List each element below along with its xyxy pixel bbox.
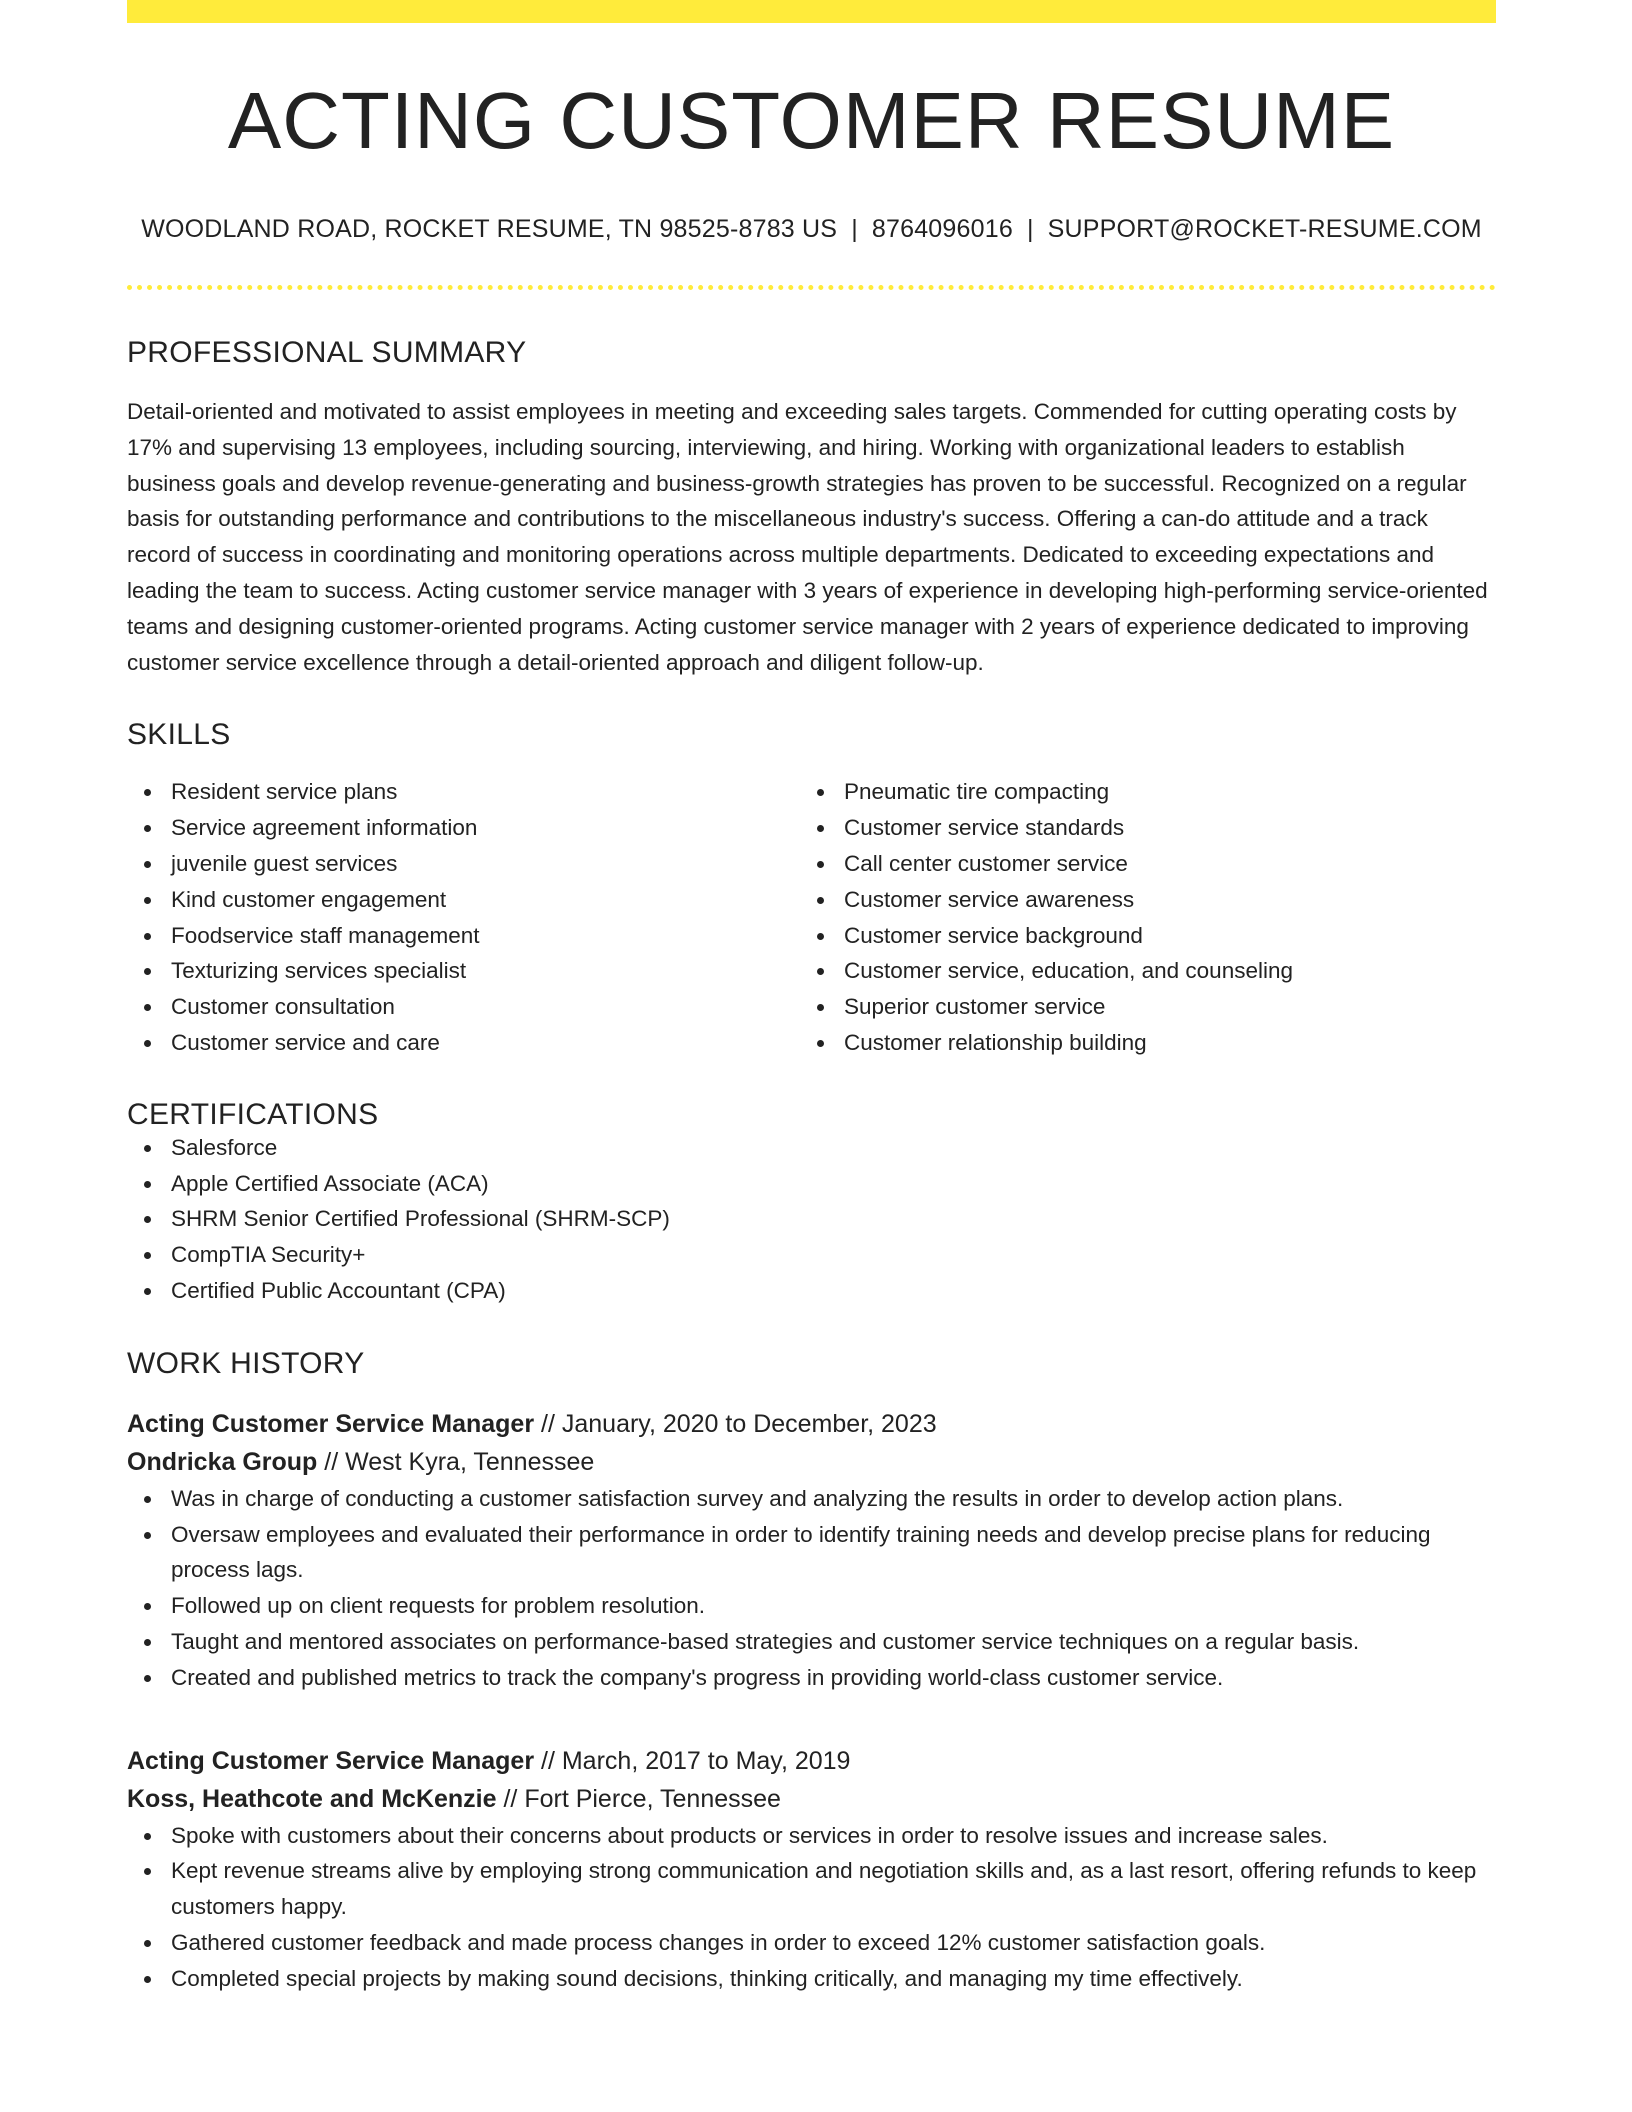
certification-item: Apple Certified Associate (ACA) <box>171 1166 1496 1202</box>
skills-column-left <box>127 774 800 1060</box>
contact-address: WOODLAND ROAD, ROCKET RESUME, TN 98525-8783 US <box>141 215 838 243</box>
contact-separator: | <box>1026 215 1034 243</box>
job-duty: Taught and mentored associates on performance-based strategies and customer service techniques on a regular basis. <box>171 1624 1496 1660</box>
skill-item: Resident service plans <box>171 774 800 810</box>
dotted-divider <box>127 285 1496 290</box>
skill-item: Texturizing services specialist <box>171 953 800 989</box>
skills-list-left <box>127 774 800 1060</box>
job-role: Acting Customer Service Manager <box>127 1409 535 1438</box>
contact-line <box>127 217 1496 242</box>
resume-title: ACTING CUSTOMER RESUME <box>227 76 1396 165</box>
job-duty: Spoke with customers about their concerns about products or services in order to resolve issues and increase sales. <box>171 1818 1496 1854</box>
certification-item: Salesforce <box>171 1130 1496 1166</box>
job-duty: Oversaw employees and evaluated their performance in order to identify training needs and develop precise plans for reducing process lags. <box>171 1517 1496 1589</box>
top-accent-bar <box>127 0 1496 23</box>
job-company: Koss, Heathcote and McKenzie <box>127 1784 497 1813</box>
skill-item: Kind customer engagement <box>171 882 800 918</box>
job-duty: Was in charge of conducting a customer satisfaction survey and analyzing the results in order to develop action plans. <box>171 1481 1496 1517</box>
skill-item: Customer service standards <box>844 810 1473 846</box>
skill-item: Service agreement information <box>171 810 800 846</box>
contact-phone: 8764096016 <box>871 215 1013 243</box>
job-duty: Completed special projects by making sound decisions, thinking critically, and managing my time effectively. <box>171 1961 1496 1997</box>
job-duty: Followed up on client requests for problem resolution. <box>171 1588 1496 1624</box>
certification-item: Certified Public Accountant (CPA) <box>171 1273 1496 1309</box>
certification-item: CompTIA Security+ <box>171 1237 1496 1273</box>
job-company-line <box>127 1780 1496 1818</box>
job-company-line <box>127 1443 1496 1481</box>
skills-columns <box>127 774 1496 1060</box>
job-duty: Gathered customer feedback and made process changes in order to exceed 12% customer satisfaction goals. <box>171 1925 1496 1961</box>
job-duties-list <box>127 1481 1496 1696</box>
contact-email: SUPPORT@ROCKET-RESUME.COM <box>1047 215 1482 243</box>
job-duty: Kept revenue streams alive by employing strong communication and negotiation skills and, as a last resort, offering refunds to keep customers happy. <box>171 1853 1496 1925</box>
job-duty: Created and published metrics to track the company's progress in providing world-class customer service. <box>171 1660 1496 1696</box>
skills-column-right <box>800 774 1473 1060</box>
summary-text: Detail-oriented and motivated to assist employees in meeting and exceeding sales targets. Commended for cutting operating costs by 17% and supervising 13 employees, including sourcing, interviewing, and hiring. Working with organizational leaders to establish business goals and develop revenue-generating and business-growth strategies has proven to be successful. Recognized on a regular basis for outstanding performance and contributions to the miscellaneous industry's success. Offering a can-do attitude and a track record of success in coordinating and monitoring operations across multiple departments. Dedicated to exceeding expectations and leading the team to success. Acting customer service manager with 3 years of experience in developing high-performing service-oriented teams and designing customer-oriented programs. Acting customer service manager with 2 years of experience dedicated to improving customer service excellence through a detail-oriented approach and diligent follow-up. <box>127 399 1488 675</box>
certification-item: SHRM Senior Certified Professional (SHRM-SCP) <box>171 1201 1496 1237</box>
job-location: // Fort Pierce, Tennessee <box>496 1784 781 1813</box>
contact-separator: | <box>851 215 858 243</box>
job-role: Acting Customer Service Manager <box>127 1746 535 1775</box>
skill-item: Customer service background <box>844 918 1473 954</box>
skill-item: Customer service, education, and counseling <box>844 953 1473 989</box>
job-location: // West Kyra, Tennessee <box>317 1447 595 1476</box>
skill-item: Customer relationship building <box>844 1025 1473 1061</box>
work-history-heading: WORK HISTORY <box>127 1346 365 1380</box>
job-company: Ondricka Group <box>127 1447 318 1476</box>
skill-item: Call center customer service <box>844 846 1473 882</box>
job-role-line <box>127 1405 1496 1443</box>
skills-heading: SKILLS <box>127 718 231 752</box>
skill-item: juvenile guest services <box>171 846 800 882</box>
job-duties-list <box>127 1818 1496 1997</box>
resume-page <box>127 0 1496 1997</box>
skill-item: Customer service awareness <box>844 882 1473 918</box>
skill-item: Customer consultation <box>171 989 800 1025</box>
summary-heading: PROFESSIONAL SUMMARY <box>127 336 527 369</box>
certifications-heading: CERTIFICATIONS <box>127 1097 379 1131</box>
skill-item: Pneumatic tire compacting <box>844 774 1473 810</box>
job-dates: // January, 2020 to December, 2023 <box>534 1409 937 1438</box>
job-dates: // March, 2017 to May, 2019 <box>534 1746 851 1775</box>
skill-item: Foodservice staff management <box>171 918 800 954</box>
job-entry <box>127 1742 1496 1997</box>
job-role-line <box>127 1742 1496 1780</box>
job-entry <box>127 1405 1496 1696</box>
skill-item: Superior customer service <box>844 989 1473 1025</box>
skill-item: Customer service and care <box>171 1025 800 1061</box>
skills-list-right <box>800 774 1473 1060</box>
certifications-list <box>127 1130 1496 1309</box>
